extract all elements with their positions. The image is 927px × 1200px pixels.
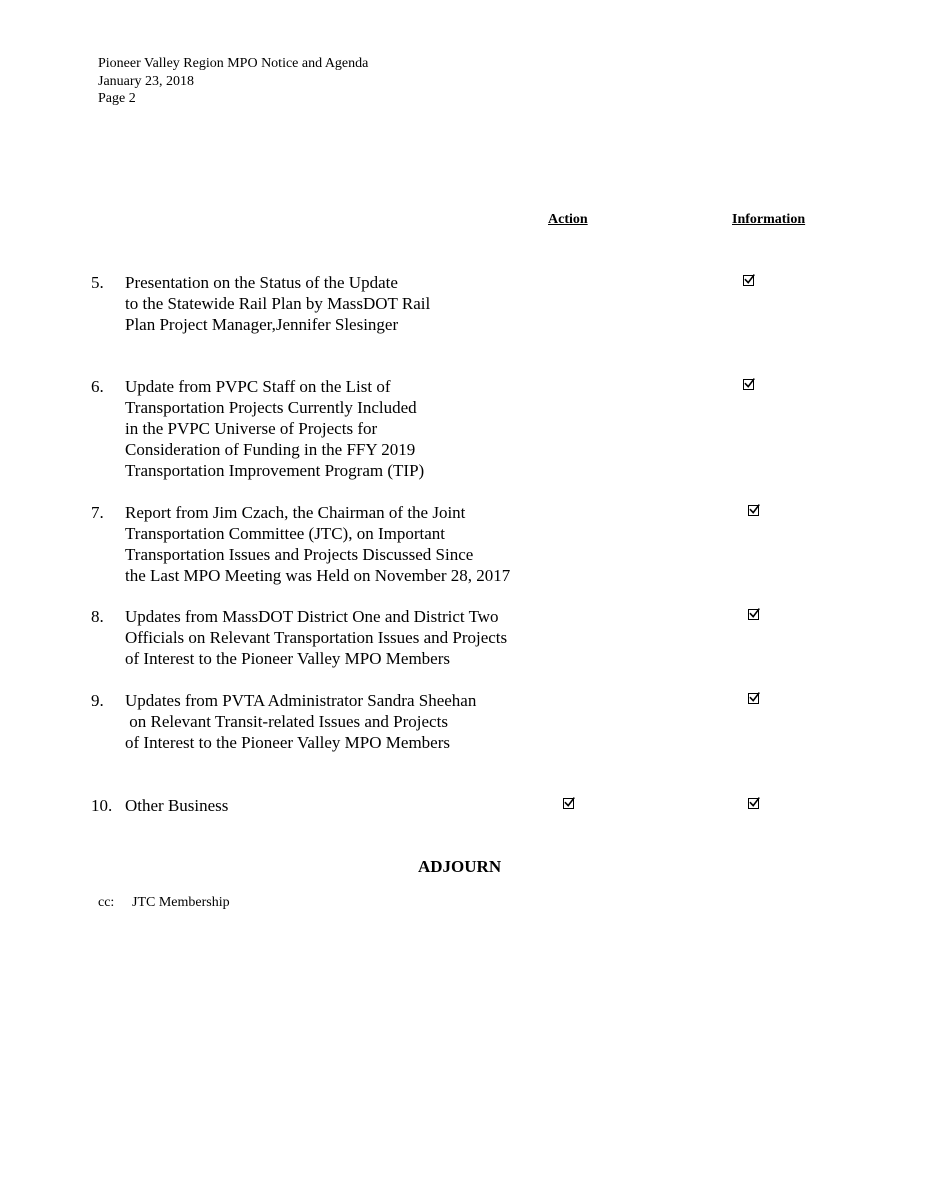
action-checked-box-icon — [563, 798, 574, 809]
agenda-item-line: in the PVPC Universe of Projects for — [125, 419, 378, 438]
agenda-item-line: the Last MPO Meeting was Held on November 28, 2017 — [125, 566, 511, 585]
information-checked-box-icon — [748, 798, 759, 809]
agenda-item-line: Presentation on the Status of the Update — [125, 273, 398, 292]
agenda-item-line: Transportation Improvement Program (TIP) — [125, 461, 425, 480]
header-date: January 23, 2018 — [98, 73, 195, 89]
agenda-item-number: 7. — [91, 503, 104, 522]
agenda-item-text — [125, 272, 430, 335]
column-header-information: Information — [732, 212, 806, 227]
agenda-item-line: on Relevant Transit-related Issues and Projects — [125, 712, 448, 731]
agenda-item-text — [125, 502, 510, 586]
agenda-item-text — [125, 376, 424, 481]
agenda-item-line: Transportation Issues and Projects Discussed Since — [125, 545, 474, 564]
cc-value: JTC Membership — [132, 895, 230, 910]
agenda-item-line: Transportation Projects Currently Included — [125, 398, 417, 417]
agenda-item-line: to the Statewide Rail Plan by MassDOT Rail — [125, 294, 431, 313]
header-page: Page 2 — [98, 91, 136, 106]
agenda-item-line: Officials on Relevant Transportation Issues and Projects — [125, 628, 508, 647]
agenda-item-line: Plan Project Manager,Jennifer Slesinger — [125, 315, 399, 334]
information-checked-box-icon — [743, 275, 754, 286]
information-checked-box-icon — [748, 693, 759, 704]
cc-label: cc: — [98, 895, 115, 910]
agenda-item-line: Report from Jim Czach, the Chairman of the Joint — [125, 503, 466, 522]
agenda-item-number: 5. — [91, 273, 104, 292]
agenda-item-number: 9. — [91, 691, 104, 710]
agenda-item-text — [125, 606, 507, 669]
information-checked-box-icon — [743, 379, 754, 390]
agenda-item-text — [125, 795, 228, 816]
agenda-item-line: Consideration of Funding in the FFY 2019 — [125, 440, 416, 459]
agenda-item-number: 10. — [91, 796, 113, 815]
information-checked-box-icon — [748, 505, 759, 516]
agenda-item-line: of Interest to the Pioneer Valley MPO Members — [125, 649, 450, 668]
agenda-item-line: Updates from PVTA Administrator Sandra Sheehan — [125, 691, 477, 710]
column-header-action: Action — [548, 212, 588, 227]
agenda-item-line: Other Business — [125, 796, 229, 815]
agenda-item-number: 8. — [91, 607, 104, 626]
agenda-item-line: Update from PVPC Staff on the List of — [125, 377, 391, 396]
agenda-item-number: 6. — [91, 377, 104, 396]
page-header — [98, 55, 368, 108]
header-title: Pioneer Valley Region MPO Notice and Agenda — [98, 56, 369, 71]
cc-line — [98, 895, 230, 911]
adjourn-heading: ADJOURN — [418, 857, 502, 876]
agenda-item-line: Transportation Committee (JTC), on Important — [125, 524, 445, 543]
agenda-item-line: Updates from MassDOT District One and District Two — [125, 607, 499, 626]
agenda-item-text — [125, 690, 476, 753]
agenda-item-line: of Interest to the Pioneer Valley MPO Members — [125, 733, 450, 752]
information-checked-box-icon — [748, 609, 759, 620]
